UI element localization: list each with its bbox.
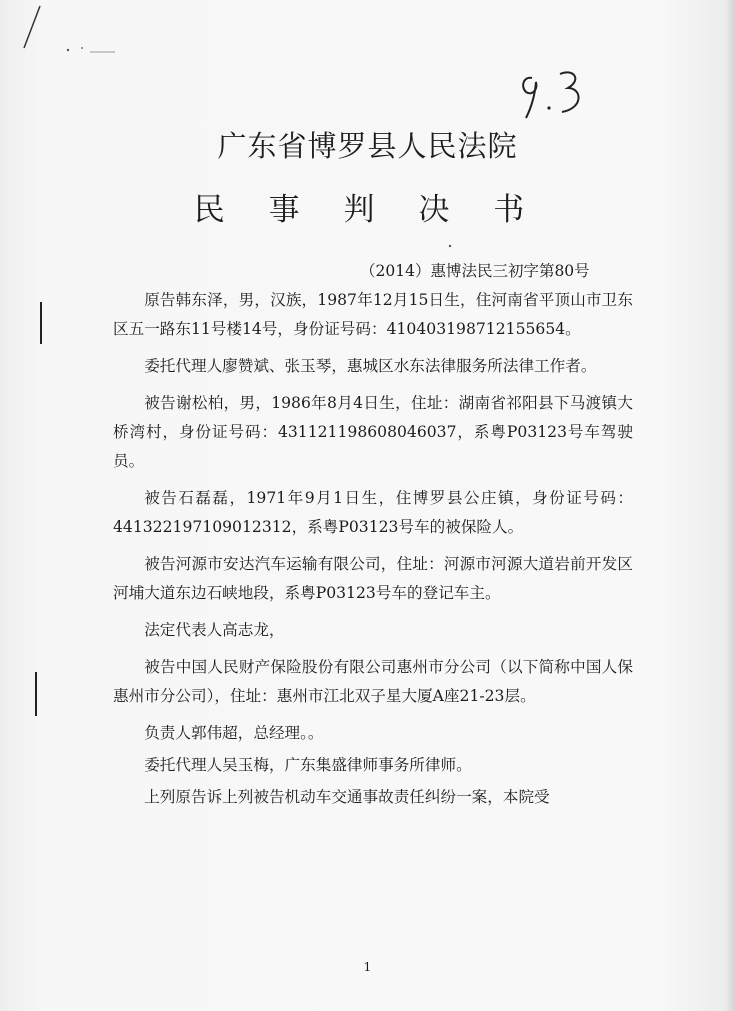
paragraph-legal-representative: 法定代表人高志龙， (144, 621, 285, 639)
paragraph-defendant-agent: 委托代理人吴玉梅，广东集盛律师事务所律师。 (144, 756, 472, 774)
paragraph-defendant-insurer: 被告中国人民财产保险股份有限公司惠州市分公司（以下简称中国人保惠州市分公司），住址：惠州市江北双子星大厦A座21-23层。 (113, 658, 633, 705)
judgment-body (113, 286, 633, 815)
handwritten-note-text: 9.3 (516, 122, 518, 123)
scan-artifact-dot (445, 241, 455, 251)
page-number: 1 (363, 960, 372, 974)
paragraph-defendant-driver: 被告谢松柏，男，1986年8月4日生，住址：湖南省祁阳县下马渡镇大桥湾村，身份证号码：431121198608046037，系粤P03123号车驾驶员。 (113, 394, 633, 470)
court-name: 广东省博罗县人民法院 (217, 129, 518, 163)
paragraph-person-in-charge: 负责人郭伟超，总经理。。 (144, 724, 324, 742)
scan-artifact-slash (14, 4, 54, 52)
handwritten-note-mark (516, 64, 596, 124)
paragraph-case-intro: 上列原告诉上列被告机动车交通事故责任纠纷一案，本院受 (144, 788, 550, 806)
paragraph-plaintiff: 原告韩东泽，男，汉族，1987年12月15日生，住河南省平顶山市卫东区五一路东11号楼14号，身份证号码：410403198712155654。 (113, 291, 633, 338)
paragraph-plaintiff-agent: 委托代理人廖赞斌、张玉琴，惠城区水东法律服务所法律工作者。 (144, 357, 597, 375)
document-type: 民 事 判 决 书 (193, 192, 542, 228)
scan-artifact-dots (60, 40, 120, 60)
case-number: （2014）惠博法民三初字第80号 (360, 262, 590, 280)
paragraph-defendant-insured: 被告石磊磊，1971年9月1日生，住博罗县公庄镇，身份证号码：441322197109012312，系粤P03123号车的被保险人。 (113, 489, 633, 536)
paragraph-defendant-company: 被告河源市安达汽车运输有限公司，住址：河源市河源大道岩前开发区河埔大道东边石峡地段，系粤P03123号车的登记车主。 (113, 555, 633, 602)
scan-artifact-bar-1 (36, 300, 46, 346)
scan-artifact-bar-2 (30, 670, 42, 720)
